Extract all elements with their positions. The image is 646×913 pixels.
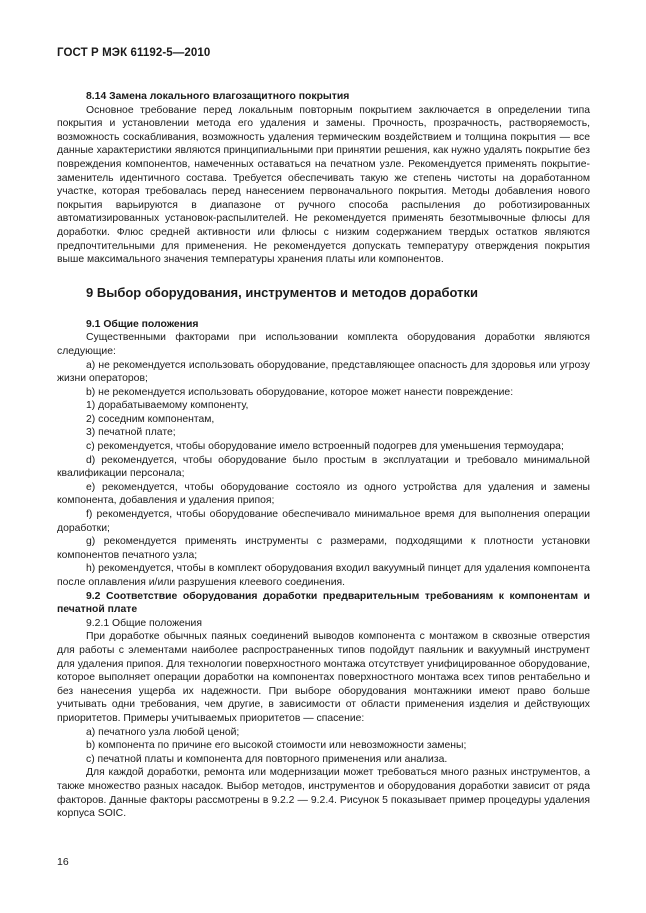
- section-8-14-heading: 8.14 Замена локального влагозащитного покрытия: [86, 91, 350, 102]
- list-item: 1) дорабатываемому компоненту,: [86, 400, 249, 412]
- list-item: a) печатного узла любой ценой;: [86, 726, 240, 738]
- section-8-14-paragraph: Основное требование перед локальным повторным покрытием заключается в определении типа покрытия и установлении метода его удаления и замены. Прочность, прозрачность, растворяемость, возможность соскабливания, возможность удаления термическим воздействием и толщина покрытия — все данные характеристики являются принципиальными при принятии решения, как нужно удалять покрытие без повреждения компонентов, намеченных оставаться на печатном узле. Рекомендуется применять покрытие-заменитель идентичного состава. Требуется обеспечивать такую же степень чистоты на доработанном участке, которая требовалась перед нанесением первоначального покрытия. Методы добавления нового покрытия варьируются в диапазоне от ручного способа распыления до роботизированных автоматизированных установок-распылителей. Не рекомендуется применять безотмывочные флюсы для доработки. Флюс средней активности или флюсы с низким содержанием твердых остатков являются предпочтительными для применения. Не рекомендуется допускать температуру отверждения покрытия выше максимального значения температуры хранения платы или компонентов.: [57, 104, 590, 266]
- section-9-2-1-heading: 9.2.1 Общие положения: [86, 617, 202, 629]
- list-item: 3) печатной плате;: [86, 427, 176, 439]
- section-9-heading: 9 Выбор оборудования, инструментов и методов доработки: [86, 284, 478, 300]
- list-item: f) рекомендуется, чтобы оборудование обеспечивало минимальное время для выполнения операции доработки;: [57, 509, 590, 534]
- section-9-2-1-closing: Для каждой доработки, ремонта или модернизации может требоваться много разных инструментов, а также множество разных насадок. Выбор методов, инструментов и оборудования доработки зависит от ряда факторов. Данные факторы рассмотрены в 9.2.2 — 9.2.4. Рисунок 5 показывает пример процедуры удаления корпуса SOIC.: [57, 767, 590, 820]
- list-item: g) рекомендуется применять инструменты с размерами, подходящими к плотности установки компонентов печатного узла;: [57, 536, 590, 561]
- list-item: b) компонента по причине его высокой стоимости или невозможности замены;: [86, 740, 467, 752]
- list-item: b) не рекомендуется использовать оборудование, которое может нанести повреждение:: [86, 386, 514, 398]
- document-header: ГОСТ Р МЭК 61192-5—2010: [57, 47, 211, 59]
- document-body: [57, 90, 590, 821]
- list-item: 2) соседним компонентам,: [86, 413, 215, 425]
- section-9-2-heading: 9.2 Соответствие оборудования доработки предварительным требованиям к компонентам и печатной плате: [57, 590, 590, 616]
- list-item: a) не рекомендуется использовать оборудование, представляющее опасность для здоровья или угрозу жизни операторов;: [57, 359, 590, 385]
- section-9-1-heading: 9.1 Общие положения: [86, 318, 199, 330]
- page-number: 16: [57, 856, 69, 868]
- list-item: h) рекомендуется, чтобы в комплект оборудования входил вакуумный пинцет для удаления компонента после оплавления и/или разрушения клеевого соединения.: [57, 563, 590, 588]
- list-item: e) рекомендуется, чтобы оборудование состояло из одного устройства для удаления и замены компонента, добавления и удаления припоя;: [57, 481, 590, 507]
- section-9-1-intro: Существенными факторами при использовании комплекта оборудования доработки являются следующие:: [57, 332, 590, 357]
- list-item: c) рекомендуется, чтобы оборудование имело встроенный подогрев для уменьшения термоудара;: [86, 441, 564, 453]
- list-item: d) рекомендуется, чтобы оборудование было простым в эксплуатации и требовало минимальной квалификации персонала;: [57, 454, 590, 480]
- section-9-2-1-paragraph: При доработке обычных паяных соединений выводов компонента с монтажом в сквозные отверстия для работы с элементами наиболее распространенных типов подойдут паяльник и вакуумный инструмент для удаления припоя. Для технологии поверхностного монтажа отсутствует унифицированное оборудование, которое выполняет операции доработки на компонентах поверхностного монтажа всех типов рентабельно и без нанесения ущерба их надежности. При выборе оборудования монтажники имеют право больше учитывать одни требования, чем другие, в зависимости от области применения изделия и действующих приоритетов. Примеры учитываемых приоритетов — спасение:: [57, 631, 590, 724]
- list-item: c) печатной платы и компонента для повторного применения или анализа.: [86, 753, 448, 765]
